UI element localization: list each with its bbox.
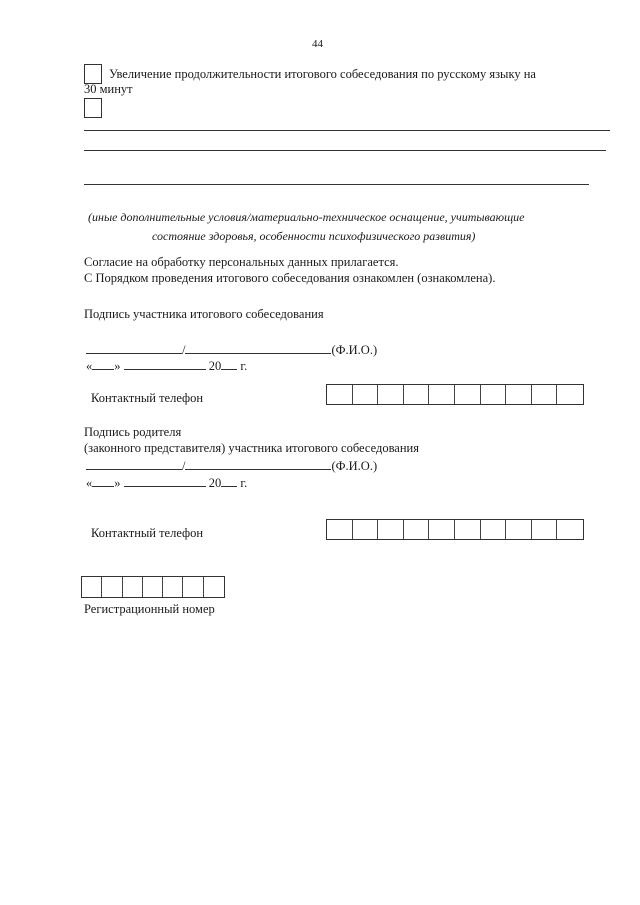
other-conditions-note-line2: состояние здоровья, особенности психофизического развития) (152, 229, 476, 243)
participant-quote-close: » (114, 359, 121, 373)
option-30min-label-line1: Увеличение продолжительности итогового собеседования по русскому языку на (109, 67, 536, 81)
registration-number-cells[interactable] (81, 576, 225, 598)
parent-slash: / (182, 459, 186, 473)
other-condition-checkbox[interactable] (84, 98, 102, 118)
parent-phone-label: Контактный телефон (91, 526, 204, 540)
option-30min-label-line2: 30 минут (84, 82, 133, 96)
other-conditions-line-2[interactable] (84, 150, 606, 151)
other-conditions-note-line1: (иные дополнительные условия/материально-техническое оснащение, учитывающие (88, 210, 525, 224)
parent-quote-open: « (86, 476, 93, 490)
parent-phone-cells[interactable] (326, 519, 584, 540)
other-conditions-line-3[interactable] (84, 184, 589, 185)
other-conditions-line-1[interactable] (84, 130, 610, 131)
parent-signature-field[interactable] (86, 457, 182, 470)
consent-text: Согласие на обработку персональных данных прилагается. (84, 255, 399, 269)
participant-year-field[interactable] (221, 357, 237, 370)
option-30min-checkbox[interactable] (84, 64, 102, 84)
participant-year-suffix: г. (240, 359, 248, 373)
participant-signature-line (86, 341, 377, 358)
parent-signature-label-line2: (законного представителя) участника итогового собеседования (84, 441, 419, 455)
acknowledge-text: С Порядком проведения итогового собеседования ознакомлен (ознакомлена). (84, 271, 496, 285)
parent-year-field[interactable] (221, 474, 237, 487)
parent-fio-label: (Ф.И.О.) (331, 459, 378, 473)
parent-fio-field[interactable] (185, 457, 331, 470)
parent-date-line (86, 474, 247, 491)
participant-signature-field[interactable] (86, 341, 182, 354)
registration-number-label: Регистрационный номер (84, 602, 215, 616)
parent-year-suffix: г. (240, 476, 248, 490)
parent-month-field[interactable] (124, 474, 206, 487)
participant-phone-cells[interactable] (326, 384, 584, 405)
page-number: 44 (312, 38, 323, 50)
participant-date-line (86, 357, 247, 374)
participant-year-prefix: 20 (208, 359, 222, 373)
parent-day-field[interactable] (92, 474, 114, 487)
participant-fio-field[interactable] (185, 341, 331, 354)
participant-phone-label: Контактный телефон (91, 391, 204, 405)
participant-slash: / (182, 343, 186, 357)
parent-year-prefix: 20 (208, 476, 222, 490)
participant-fio-label: (Ф.И.О.) (331, 343, 378, 357)
parent-quote-close: » (114, 476, 121, 490)
participant-day-field[interactable] (92, 357, 114, 370)
participant-signature-label: Подпись участника итогового собеседования (84, 307, 324, 321)
parent-signature-line (86, 457, 377, 474)
participant-quote-open: « (86, 359, 93, 373)
participant-month-field[interactable] (124, 357, 206, 370)
parent-signature-label-line1: Подпись родителя (84, 425, 182, 439)
